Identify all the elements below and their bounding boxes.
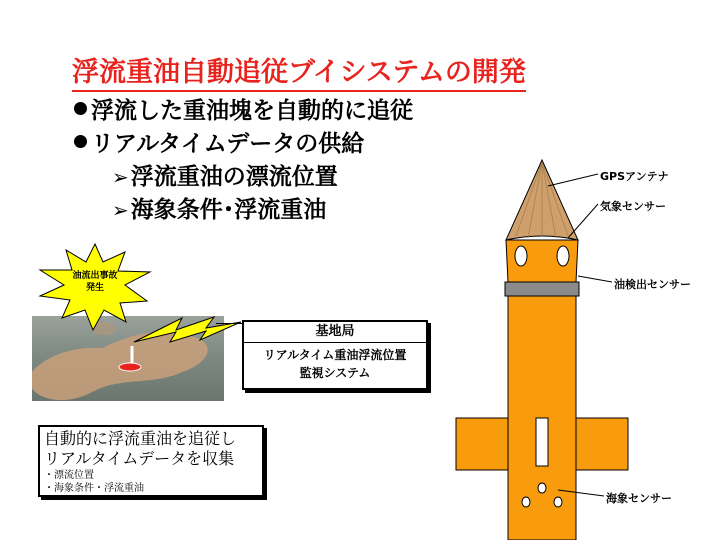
sea-sensor-port	[554, 497, 562, 507]
oil-sensor-leader-line	[578, 276, 612, 282]
sub-bullet-text: 浮流重油の漂流位置	[130, 164, 338, 190]
sea-sensor-port	[522, 497, 530, 507]
weather-leader-line	[568, 204, 598, 238]
base-station-title: 基地局	[244, 322, 426, 343]
buoy-right-fin	[576, 418, 628, 470]
gps-leader-line	[548, 174, 598, 186]
buoy-illustration	[456, 160, 628, 540]
collection-line-1: 自動的に浮流重油を追従し	[44, 429, 237, 448]
base-station-box	[242, 320, 428, 390]
buoy-window	[515, 246, 527, 266]
base-station-line-2: 監視システム	[299, 366, 371, 380]
gps-antenna-label: GPSアンテナ	[600, 170, 669, 183]
base-station-line-1: リアルタイム重油浮流位置	[263, 348, 407, 362]
oil-sensor-label: 油検出センサー	[614, 278, 691, 291]
buoy-panel	[536, 418, 548, 466]
collection-line-2: リアルタイムデータを収集	[44, 449, 235, 468]
buoy-left-fin	[456, 418, 508, 470]
incident-line-1: 油流出事故	[72, 271, 118, 281]
arrow-bullet-icon: ➢	[112, 198, 129, 222]
bullet-text: リアルタイムデータの供給	[91, 131, 365, 157]
sea-sensor-label: 海象センサー	[606, 492, 672, 505]
collection-item: ・海象条件・浮流重油	[44, 483, 144, 494]
arrow-bullet-icon: ➢	[112, 165, 129, 189]
sub-bullet-text: 海象条件･浮流重油	[130, 197, 327, 223]
base-station-connector	[216, 323, 242, 324]
collection-item: ・漂流位置	[44, 470, 94, 481]
sea-sensor-port	[538, 483, 546, 493]
bullet-text: 浮流した重油塊を自動的に追従	[91, 98, 413, 124]
data-collection-box	[38, 425, 264, 497]
small-buoy-float	[119, 363, 141, 371]
incident-line-2: 発生	[85, 283, 104, 293]
incident-label	[64, 270, 126, 294]
lightning-bolt-icon	[134, 317, 241, 342]
buoy-window	[557, 246, 569, 266]
page-title: 浮流重油自動追従ブイシステムの開発	[72, 56, 526, 92]
oil-sensor-band	[505, 282, 579, 296]
weather-sensor-label: 気象センサー	[600, 200, 666, 213]
